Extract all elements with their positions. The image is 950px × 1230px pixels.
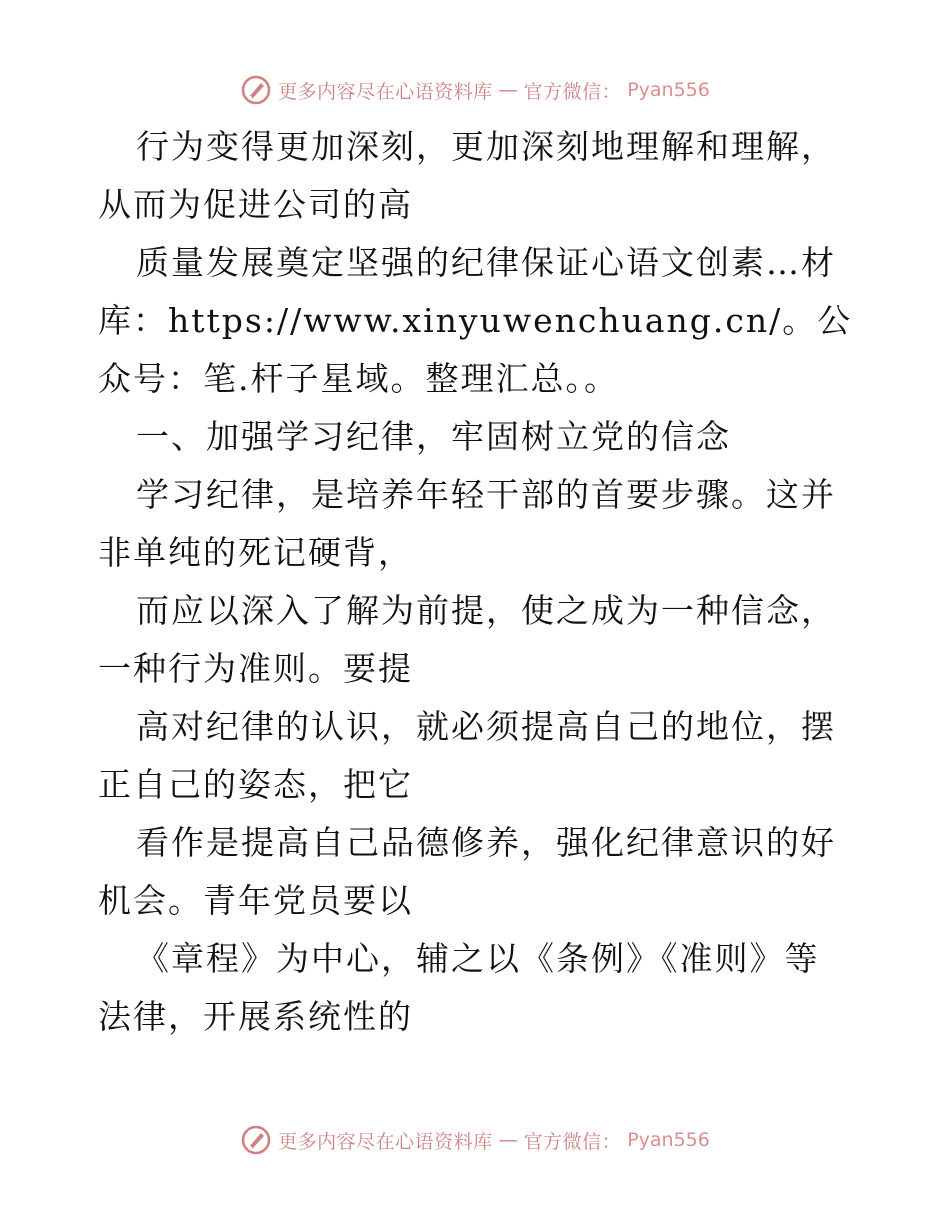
header-watermark — [0, 72, 950, 108]
pen-logo-icon — [240, 74, 272, 106]
section-heading: 一、加强学习纪律，牢固树立党的信念 — [136, 417, 731, 456]
watermark-account-id: Pyan556 — [627, 79, 710, 101]
paragraph-5: 高对纪律的认识，就必须提高自己的地位，摆正自己的姿态，把它 — [98, 707, 836, 804]
pen-logo-icon — [240, 1124, 272, 1156]
watermark-separator: — — [498, 1129, 518, 1151]
watermark-site-text: 更多内容尽在心语资料库 — [278, 1130, 493, 1153]
paragraph-4: 而应以深入了解为前提，使之成为一种信念，一种行为准则。要提 — [98, 591, 836, 688]
watermark-site-text: 更多内容尽在心语资料库 — [278, 80, 493, 103]
watermark-account-id: Pyan556 — [627, 1129, 710, 1151]
watermark-account-label: 官方微信： — [523, 1130, 622, 1153]
document-body — [98, 118, 853, 1046]
paragraph-6: 看作是提高自己品德修养，强化纪律意识的好机会。青年党员要以 — [98, 823, 836, 920]
paragraph-2: 质量发展奠定坚强的纪律保证心语文创素…材库：https://www.xinyuwenchuang.cn/。公众号：笔.杆子星域。整理汇总。。 — [98, 243, 853, 398]
paragraph-7: 《章程》为中心，辅之以《条例》《准则》等法律，开展系统性的 — [98, 939, 820, 1036]
footer-watermark — [0, 1122, 950, 1158]
watermark-account-label: 官方微信： — [523, 80, 622, 103]
watermark-separator: — — [498, 79, 518, 101]
paragraph-1: 行为变得更加深刻，更加深刻地理解和理解，从而为促进公司的高 — [98, 127, 836, 224]
paragraph-3: 学习纪律，是培养年轻干部的首要步骤。这并非单纯的死记硬背， — [98, 475, 836, 572]
